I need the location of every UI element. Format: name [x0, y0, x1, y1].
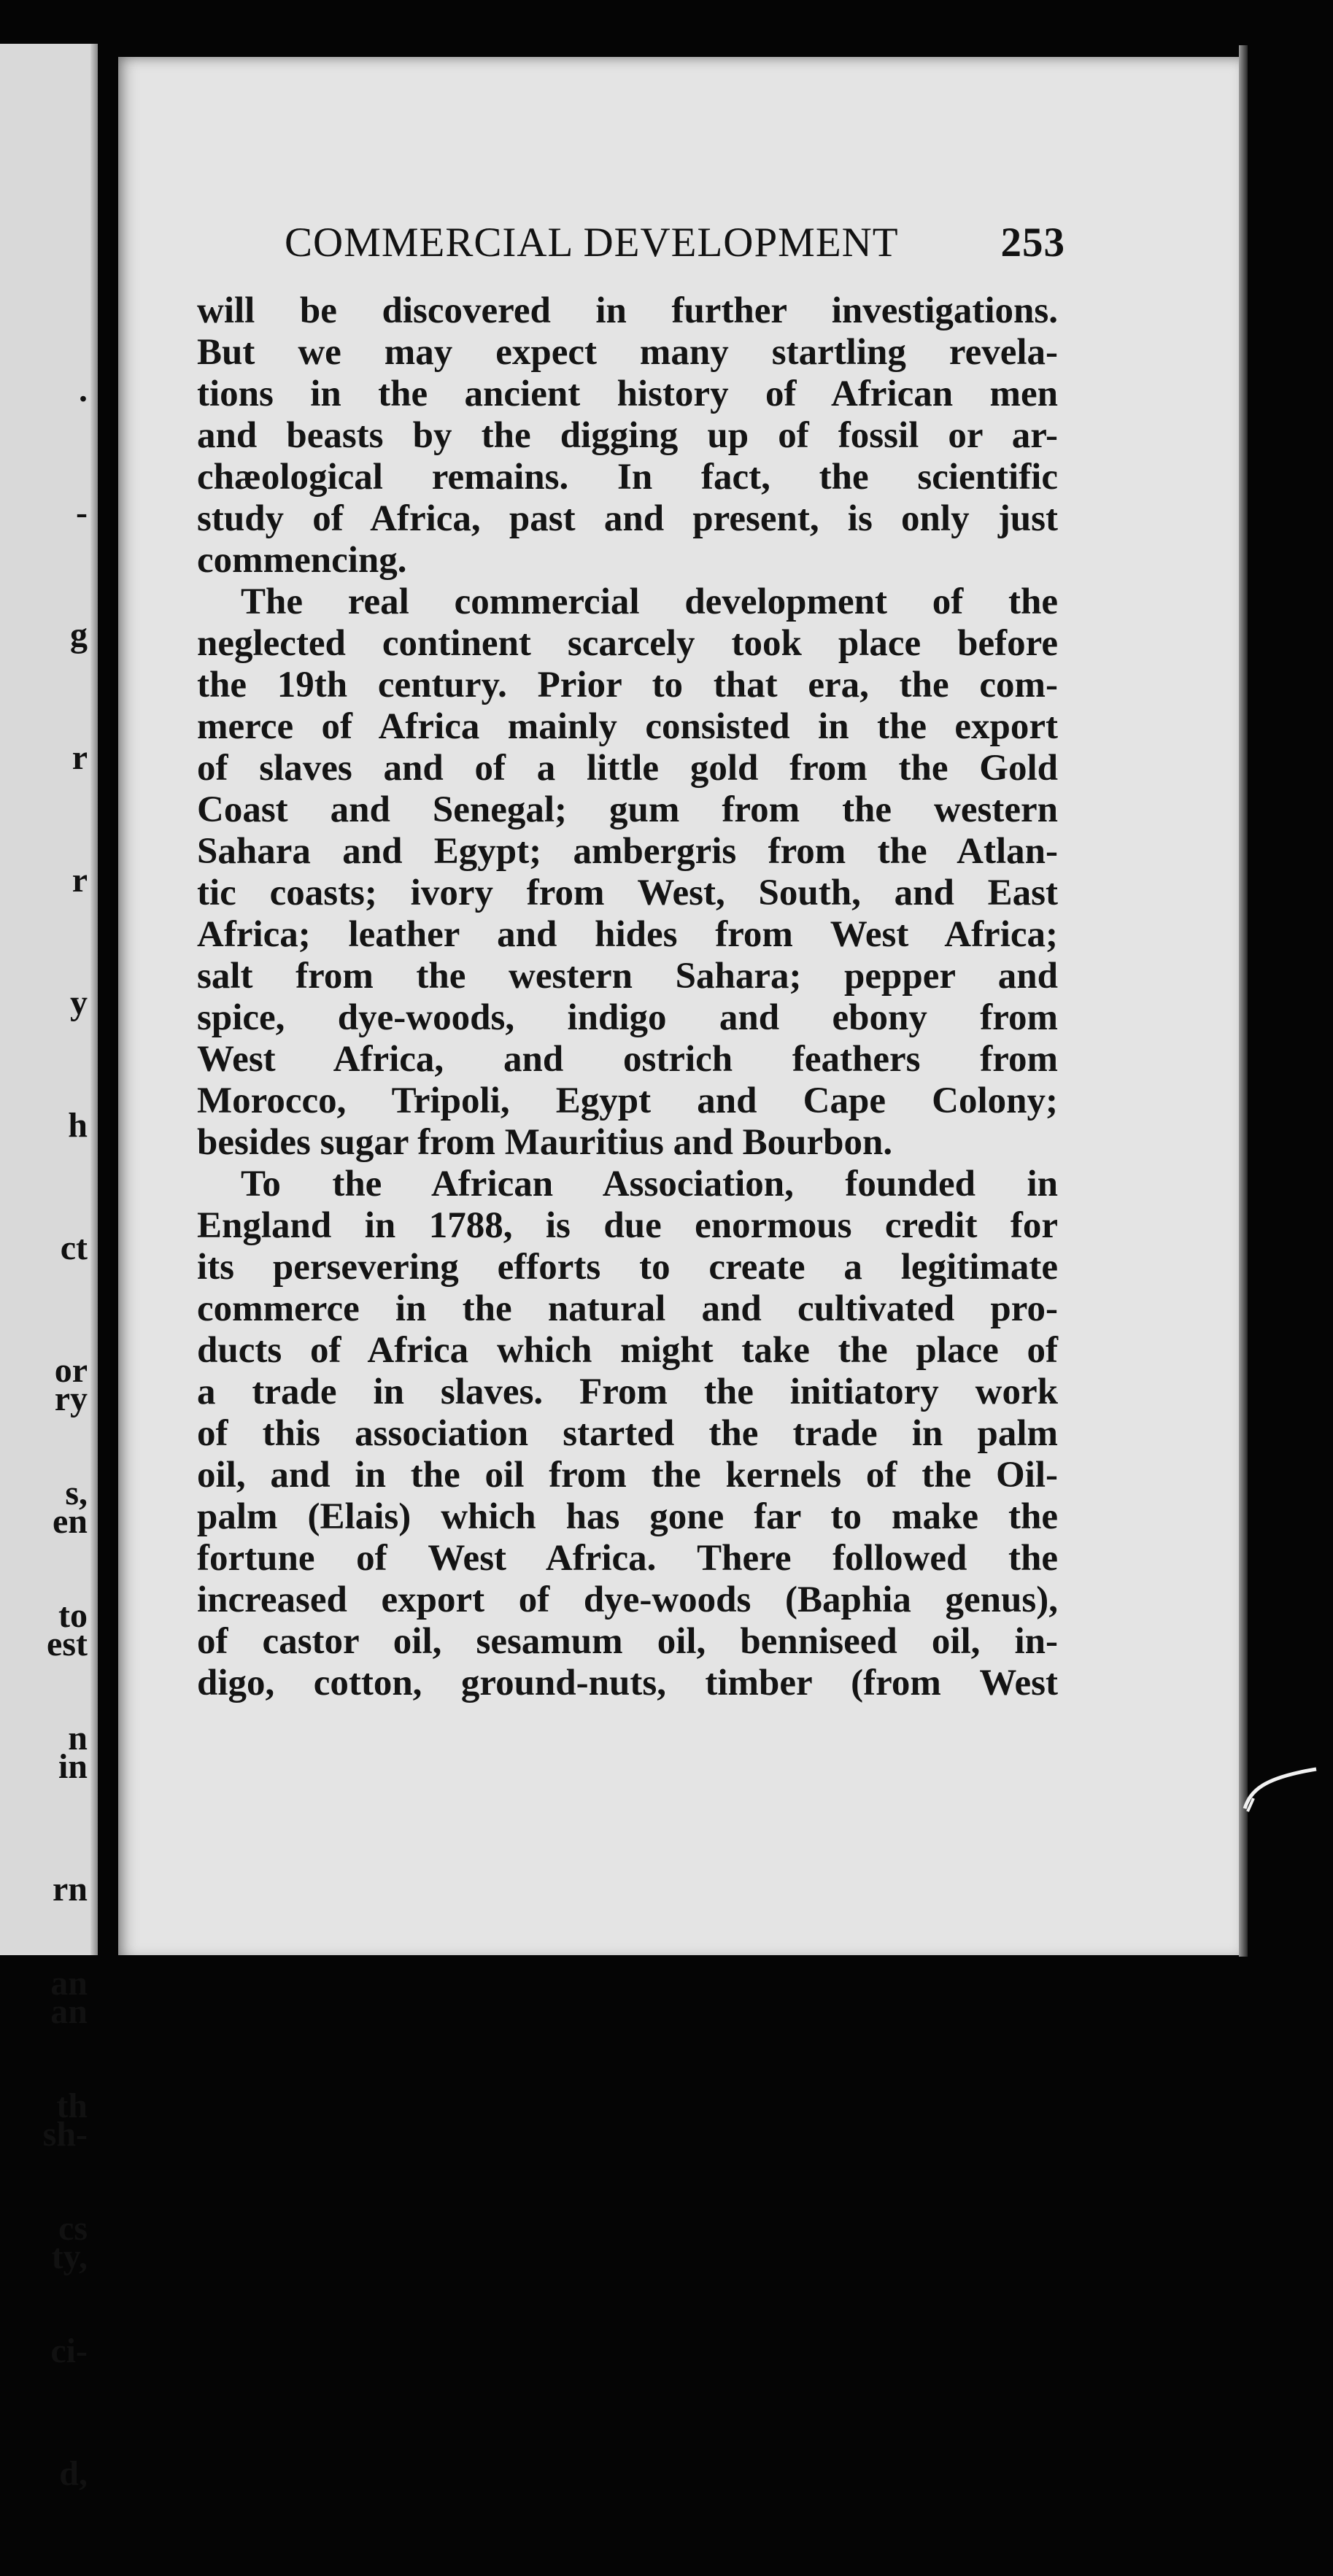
facing-fragment: y — [70, 983, 88, 1022]
running-head-title: COMMERCIAL DEVELOPMENT — [285, 220, 899, 266]
text-line: The real commercial development of the — [241, 581, 1058, 622]
text-line: a trade in slaves. From the initiatory work — [197, 1372, 1058, 1412]
facing-fragment: rn — [53, 1870, 88, 1908]
facing-fragment: en — [53, 1502, 88, 1541]
text-line: merce of Africa mainly consisted in the export — [197, 706, 1058, 747]
text-line: West Africa, and ostrich feathers from — [197, 1039, 1058, 1080]
facing-fragment: an — [50, 1992, 88, 2031]
facing-fragment: est — [47, 1625, 88, 1663]
text-line: salt from the western Sahara; pepper and — [197, 956, 1058, 997]
book-gutter — [90, 44, 98, 1955]
facing-fragment: - — [76, 493, 88, 532]
facing-fragment: n — [68, 1719, 88, 1757]
text-line: But we may expect many startling revela- — [197, 332, 1058, 373]
facing-fragment: ci- — [50, 2332, 88, 2370]
text-line: and beasts by the digging up of fossil or ar- — [197, 415, 1058, 456]
facing-fragment: th — [56, 2086, 88, 2125]
facing-fragment: r — [72, 738, 88, 777]
facing-fragment: d, — [59, 2454, 88, 2493]
text-line: To the African Association, founded in — [241, 1164, 1058, 1204]
text-line: Sahara and Egypt; ambergris from the Atlan- — [197, 831, 1058, 872]
text-line: ducts of Africa which might take the place of — [197, 1330, 1058, 1371]
facing-page-fragment — [0, 44, 98, 2493]
body-text — [197, 290, 1058, 1704]
text-line: palm (Elais) which has gone far to make the — [197, 1496, 1058, 1537]
text-line: of castor oil, sesamum oil, benniseed oil, in- — [197, 1621, 1058, 1662]
text-line: digo, cotton, ground-nuts, timber (from West — [197, 1663, 1058, 1703]
text-line: Coast and Senegal; gum from the western — [197, 789, 1058, 830]
text-line: spice, dye-woods, indigo and ebony from — [197, 997, 1058, 1038]
facing-fragment: r — [72, 861, 88, 900]
text-line: Morocco, Tripoli, Egypt and Cape Colony; — [197, 1080, 1058, 1121]
text-line: oil, and in the oil from the kernels of the Oil- — [197, 1455, 1058, 1496]
text-line: of this association started the trade in palm — [197, 1413, 1058, 1454]
text-line: fortune of West Africa. There followed the — [197, 1538, 1058, 1579]
facing-fragment: ct — [60, 1229, 88, 1267]
facing-fragment: in — [58, 1747, 88, 1786]
facing-fragment: ty, — [51, 2237, 88, 2276]
page-edge-shadow — [1239, 45, 1248, 1957]
facing-page-text-lower — [35, 1297, 88, 2359]
text-line: tions in the ancient history of African men — [197, 374, 1058, 414]
running-head — [197, 219, 1065, 270]
page-number: 253 — [1000, 220, 1065, 266]
text-line: the 19th century. Prior to that era, the com- — [197, 665, 1058, 705]
facing-fragment: h — [68, 1106, 88, 1145]
facing-fragment: to — [58, 1596, 88, 1635]
text-line: tic coasts; ivory from West, South, and East — [197, 873, 1058, 913]
facing-fragment: an — [50, 1964, 88, 2003]
text-line: England in 1788, is due enormous credit for — [197, 1205, 1058, 1246]
text-line: study of Africa, past and present, is only just — [197, 498, 1058, 539]
facing-fragment: g — [70, 616, 88, 654]
text-line: commerce in the natural and cultivated pro- — [197, 1288, 1058, 1329]
facing-fragment: cs — [58, 2209, 88, 2248]
text-line: increased export of dye-woods (Baphia genus), — [197, 1579, 1058, 1620]
text-line: of slaves and of a little gold from the Gold — [197, 748, 1058, 789]
facing-fragment: sh- — [42, 2115, 88, 2154]
text-line: Africa; leather and hides from West Africa; — [197, 914, 1058, 955]
facing-fragment: ry — [54, 1380, 88, 1418]
text-line: will be discovered in further investigations. — [197, 290, 1058, 331]
text-line: commencing. — [197, 540, 407, 581]
text-line: chæological remains. In fact, the scientific — [197, 457, 1058, 498]
facing-fragment: . — [79, 371, 88, 409]
text-line: its persevering efforts to create a legitimate — [197, 1247, 1058, 1288]
text-line: neglected continent scarcely took place before — [197, 623, 1058, 664]
facing-fragment: s, — [65, 1474, 88, 1512]
scratch-mark-icon — [1240, 1762, 1321, 1813]
facing-fragment: or — [54, 1351, 88, 1390]
text-line: besides sugar from Mauritius and Bourbon. — [197, 1122, 893, 1163]
